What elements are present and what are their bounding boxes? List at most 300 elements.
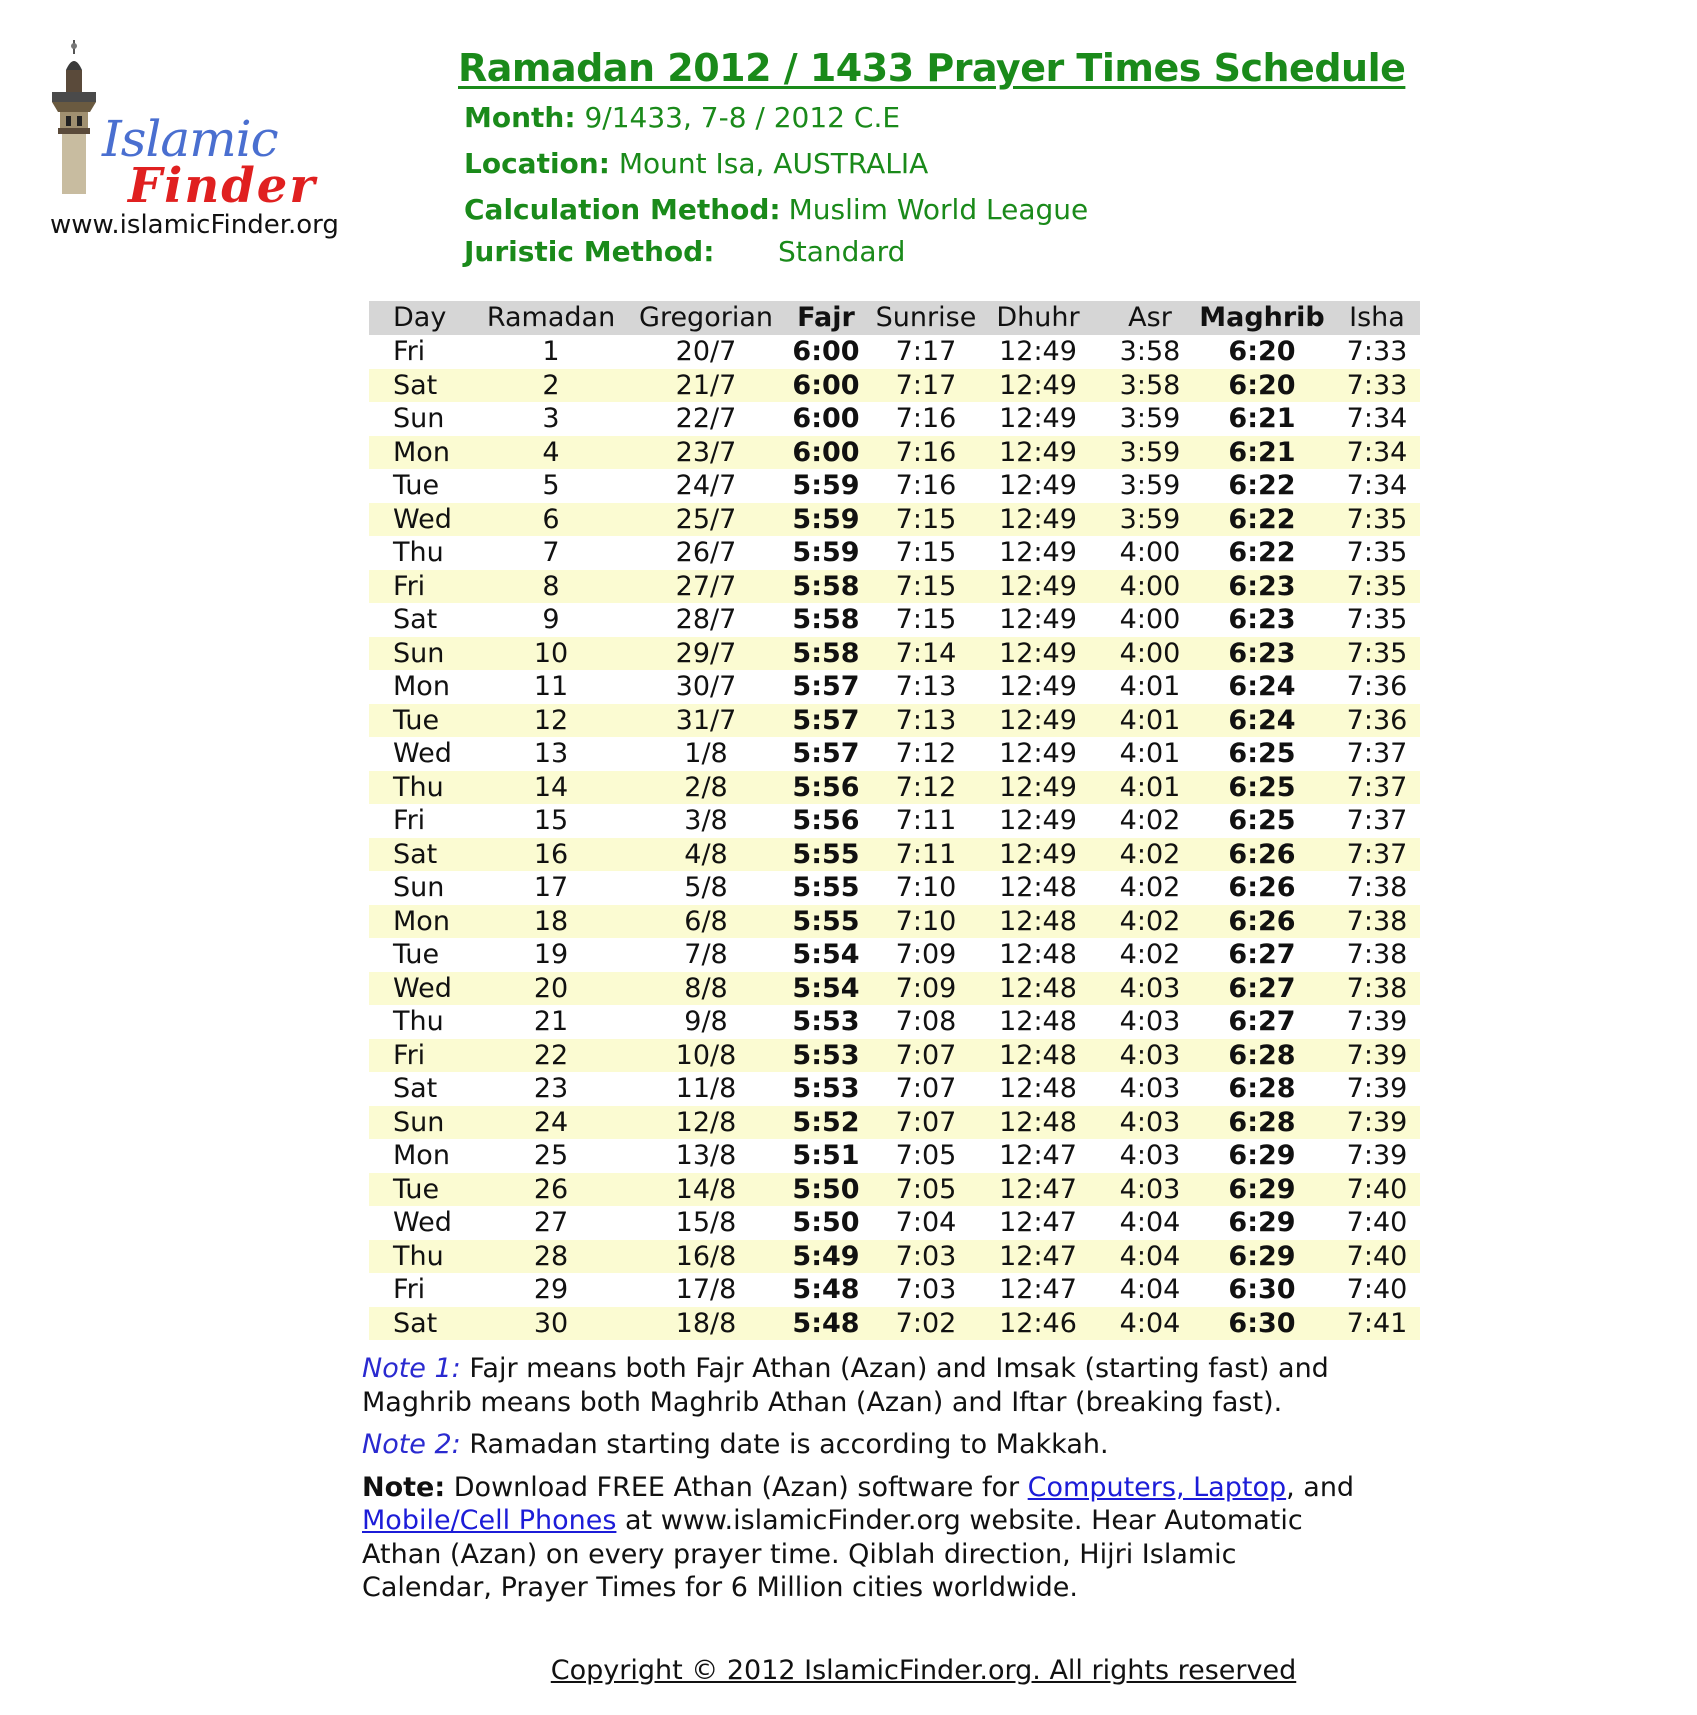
cell-asr: 4:00 xyxy=(1119,604,1181,635)
cell-dhuhr: 12:49 xyxy=(999,604,1077,635)
cell-dhuhr: 12:47 xyxy=(999,1240,1077,1272)
cell-fajr: 5:59 xyxy=(792,503,860,535)
cell-day: Sat xyxy=(393,838,438,870)
note-1-text: Fajr means both Fajr Athan (Azan) and Imsak (starting fast) and Maghrib means both Maghrib Athan (Azan) and Iftar (breaking fast). xyxy=(362,1353,1329,1418)
table-row xyxy=(369,1139,1420,1173)
cell-isha: 7:37 xyxy=(1346,805,1408,836)
cell-fajr: 5:59 xyxy=(792,537,860,568)
cell-asr: 3:59 xyxy=(1119,436,1181,468)
col-header-fajr: Fajr xyxy=(797,302,855,333)
cell-fajr: 5:49 xyxy=(792,1240,860,1272)
cell-isha: 7:40 xyxy=(1346,1173,1408,1205)
cell-ramadan: 26 xyxy=(533,1173,569,1205)
cell-asr: 3:59 xyxy=(1119,470,1181,501)
col-header-isha: Isha xyxy=(1349,302,1405,333)
cell-ramadan: 13 xyxy=(533,738,569,769)
cell-fajr: 5:56 xyxy=(792,771,860,803)
cell-gregorian: 31/7 xyxy=(675,704,737,736)
logo-word-islamic: Islamic xyxy=(102,110,278,168)
cell-dhuhr: 12:49 xyxy=(999,838,1077,870)
cell-dhuhr: 12:49 xyxy=(999,671,1077,702)
islamicfinder-logo xyxy=(44,40,384,250)
cell-ramadan: 30 xyxy=(533,1307,569,1339)
note-1 xyxy=(362,1352,1362,1419)
cell-dhuhr: 12:48 xyxy=(999,905,1077,937)
col-header-dhuhr: Dhuhr xyxy=(996,302,1080,333)
table-row xyxy=(369,603,1420,637)
col-header-day: Day xyxy=(393,302,447,333)
cell-ramadan: 24 xyxy=(533,1106,569,1138)
cell-sunrise: 7:04 xyxy=(895,1207,957,1238)
cell-gregorian: 5/8 xyxy=(684,872,728,903)
col-header-gregorian: Gregorian xyxy=(639,302,773,333)
cell-day: Sat xyxy=(393,1073,438,1104)
cell-isha: 7:33 xyxy=(1346,369,1408,401)
cell-asr: 3:58 xyxy=(1119,336,1181,367)
cell-fajr: 5:54 xyxy=(792,939,860,970)
cell-dhuhr: 12:47 xyxy=(999,1207,1077,1238)
cell-dhuhr: 12:48 xyxy=(999,1039,1077,1071)
cell-isha: 7:33 xyxy=(1346,336,1408,367)
note-2-text: Ramadan starting date is according to Makkah. xyxy=(460,1429,1109,1460)
cell-gregorian: 29/7 xyxy=(675,637,737,669)
cell-maghrib: 6:27 xyxy=(1228,1006,1296,1037)
table-row xyxy=(369,1273,1420,1307)
cell-maghrib: 6:27 xyxy=(1228,972,1296,1004)
cell-fajr: 5:55 xyxy=(792,905,860,937)
cell-gregorian: 4/8 xyxy=(684,838,728,870)
cell-sunrise: 7:15 xyxy=(895,503,957,535)
cell-day: Fri xyxy=(393,805,426,836)
cell-asr: 4:02 xyxy=(1119,805,1181,836)
cell-isha: 7:38 xyxy=(1346,905,1408,937)
cell-isha: 7:35 xyxy=(1346,537,1408,568)
cell-asr: 4:02 xyxy=(1119,838,1181,870)
cell-sunrise: 7:09 xyxy=(895,972,957,1004)
cell-sunrise: 7:03 xyxy=(895,1240,957,1272)
cell-maghrib: 6:20 xyxy=(1228,336,1296,367)
table-row xyxy=(369,1206,1420,1240)
note-2-label: Note 2: xyxy=(362,1429,461,1460)
cell-gregorian: 14/8 xyxy=(675,1173,737,1205)
cell-ramadan: 8 xyxy=(542,570,560,602)
calculation-line xyxy=(464,193,1088,226)
calculation-label: Calculation Method: xyxy=(464,193,781,226)
cell-ramadan: 15 xyxy=(533,805,569,836)
cell-gregorian: 26/7 xyxy=(675,537,737,568)
cell-day: Thu xyxy=(393,1240,444,1272)
cell-maghrib: 6:29 xyxy=(1228,1140,1296,1171)
cell-asr: 4:03 xyxy=(1119,1173,1181,1205)
col-header-sunrise: Sunrise xyxy=(875,302,977,333)
table-row xyxy=(369,536,1420,570)
cell-maghrib: 6:29 xyxy=(1228,1240,1296,1272)
cell-asr: 4:03 xyxy=(1119,1006,1181,1037)
cell-maghrib: 6:25 xyxy=(1228,805,1296,836)
note-download-text-a: Download FREE Athan (Azan) software for xyxy=(445,1471,1028,1503)
cell-day: Thu xyxy=(393,1006,444,1037)
cell-asr: 4:00 xyxy=(1119,570,1181,602)
col-header-maghrib: Maghrib xyxy=(1199,302,1325,333)
table-row xyxy=(369,1106,1420,1140)
cell-ramadan: 18 xyxy=(533,905,569,937)
cell-asr: 4:01 xyxy=(1119,771,1181,803)
cell-ramadan: 25 xyxy=(533,1140,569,1171)
table-row xyxy=(369,838,1420,872)
cell-isha: 7:35 xyxy=(1346,503,1408,535)
cell-fajr: 6:00 xyxy=(792,436,860,468)
cell-dhuhr: 12:49 xyxy=(999,805,1077,836)
cell-fajr: 5:48 xyxy=(792,1274,860,1305)
cell-sunrise: 7:15 xyxy=(895,570,957,602)
cell-day: Mon xyxy=(393,1140,450,1171)
cell-asr: 3:59 xyxy=(1119,403,1181,434)
cell-sunrise: 7:08 xyxy=(895,1006,957,1037)
cell-asr: 4:02 xyxy=(1119,905,1181,937)
cell-day: Sun xyxy=(393,1106,445,1138)
table-row xyxy=(369,1240,1420,1274)
table-row xyxy=(369,369,1420,403)
cell-isha: 7:38 xyxy=(1346,939,1408,970)
cell-ramadan: 14 xyxy=(533,771,569,803)
cell-ramadan: 23 xyxy=(533,1073,569,1104)
cell-gregorian: 27/7 xyxy=(675,570,737,602)
cell-fajr: 5:50 xyxy=(792,1173,860,1205)
cell-maghrib: 6:23 xyxy=(1228,637,1296,669)
cell-day: Tue xyxy=(393,1173,440,1205)
calculation-value: Muslim World League xyxy=(788,193,1089,226)
cell-dhuhr: 12:48 xyxy=(999,872,1077,903)
cell-fajr: 5:57 xyxy=(792,704,860,736)
cell-asr: 4:00 xyxy=(1119,637,1181,669)
cell-asr: 4:01 xyxy=(1119,671,1181,702)
cell-gregorian: 17/8 xyxy=(675,1274,737,1305)
col-header-asr: Asr xyxy=(1128,302,1172,333)
cell-sunrise: 7:12 xyxy=(895,771,957,803)
cell-ramadan: 12 xyxy=(533,704,569,736)
table-row xyxy=(369,938,1420,972)
cell-maghrib: 6:25 xyxy=(1228,738,1296,769)
cell-fajr: 5:58 xyxy=(792,637,860,669)
cell-ramadan: 3 xyxy=(542,403,560,434)
cell-maghrib: 6:27 xyxy=(1228,939,1296,970)
cell-dhuhr: 12:49 xyxy=(999,403,1077,434)
cell-asr: 3:58 xyxy=(1119,369,1181,401)
cell-isha: 7:35 xyxy=(1346,604,1408,635)
table-row xyxy=(369,1039,1420,1073)
cell-gregorian: 22/7 xyxy=(675,403,737,434)
cell-gregorian: 16/8 xyxy=(675,1240,737,1272)
table-row xyxy=(369,737,1420,771)
cell-dhuhr: 12:48 xyxy=(999,1006,1077,1037)
note-download-text-b: , and xyxy=(1286,1471,1355,1503)
cell-isha: 7:39 xyxy=(1346,1106,1408,1138)
cell-maghrib: 6:29 xyxy=(1228,1207,1296,1238)
cell-isha: 7:39 xyxy=(1346,1140,1408,1171)
cell-dhuhr: 12:48 xyxy=(999,972,1077,1004)
cell-isha: 7:36 xyxy=(1346,704,1408,736)
table-body xyxy=(369,335,1420,1340)
cell-gregorian: 13/8 xyxy=(675,1140,737,1171)
cell-sunrise: 7:11 xyxy=(895,805,957,836)
juristic-line xyxy=(464,235,906,268)
cell-fajr: 5:55 xyxy=(792,838,860,870)
cell-day: Thu xyxy=(393,771,444,803)
table-row xyxy=(369,469,1420,503)
cell-isha: 7:37 xyxy=(1346,738,1408,769)
notes-section xyxy=(362,1352,1362,1614)
cell-sunrise: 7:11 xyxy=(895,838,957,870)
table-row xyxy=(369,1307,1420,1341)
cell-isha: 7:40 xyxy=(1346,1240,1408,1272)
cell-fajr: 5:58 xyxy=(792,604,860,635)
cell-maghrib: 6:20 xyxy=(1228,369,1296,401)
cell-day: Tue xyxy=(393,939,440,970)
juristic-value: Standard xyxy=(778,235,906,268)
cell-maghrib: 6:23 xyxy=(1228,604,1296,635)
cell-day: Mon xyxy=(393,671,450,702)
cell-day: Tue xyxy=(393,470,440,501)
cell-maghrib: 6:21 xyxy=(1228,403,1296,434)
cell-ramadan: 20 xyxy=(533,972,569,1004)
cell-dhuhr: 12:49 xyxy=(999,470,1077,501)
cell-fajr: 5:53 xyxy=(792,1006,860,1037)
table-row xyxy=(369,335,1420,369)
cell-isha: 7:38 xyxy=(1346,872,1408,903)
cell-day: Thu xyxy=(393,537,444,568)
table-row xyxy=(369,905,1420,939)
logo-word-finder: Finder xyxy=(128,158,317,214)
cell-day: Sun xyxy=(393,403,445,434)
juristic-label: Juristic Method: xyxy=(464,235,715,268)
table-row xyxy=(369,503,1420,537)
cell-gregorian: 30/7 xyxy=(675,671,737,702)
table-row xyxy=(369,972,1420,1006)
note-1-label: Note 1: xyxy=(362,1353,461,1384)
cell-ramadan: 2 xyxy=(542,369,560,401)
cell-gregorian: 12/8 xyxy=(675,1106,737,1138)
cell-dhuhr: 12:49 xyxy=(999,637,1077,669)
cell-ramadan: 22 xyxy=(533,1039,569,1071)
cell-gregorian: 11/8 xyxy=(675,1073,737,1104)
table-row xyxy=(369,1173,1420,1207)
cell-dhuhr: 12:49 xyxy=(999,537,1077,568)
cell-isha: 7:35 xyxy=(1346,637,1408,669)
cell-maghrib: 6:29 xyxy=(1228,1173,1296,1205)
cell-maghrib: 6:21 xyxy=(1228,436,1296,468)
cell-sunrise: 7:05 xyxy=(895,1140,957,1171)
table-row xyxy=(369,402,1420,436)
cell-asr: 4:02 xyxy=(1119,939,1181,970)
cell-gregorian: 21/7 xyxy=(675,369,737,401)
cell-asr: 4:04 xyxy=(1119,1240,1181,1272)
cell-fajr: 5:53 xyxy=(792,1039,860,1071)
cell-maghrib: 6:23 xyxy=(1228,570,1296,602)
cell-sunrise: 7:15 xyxy=(895,537,957,568)
cell-maghrib: 6:28 xyxy=(1228,1039,1296,1071)
cell-dhuhr: 12:49 xyxy=(999,369,1077,401)
cell-sunrise: 7:17 xyxy=(895,369,957,401)
cell-isha: 7:40 xyxy=(1346,1274,1408,1305)
cell-asr: 4:04 xyxy=(1119,1207,1181,1238)
cell-fajr: 5:53 xyxy=(792,1073,860,1104)
cell-ramadan: 6 xyxy=(542,503,560,535)
cell-day: Sat xyxy=(393,369,438,401)
cell-fajr: 5:50 xyxy=(792,1207,860,1238)
cell-ramadan: 28 xyxy=(533,1240,569,1272)
cell-gregorian: 15/8 xyxy=(675,1207,737,1238)
cell-day: Sat xyxy=(393,604,438,635)
cell-day: Wed xyxy=(393,972,452,1004)
cell-ramadan: 11 xyxy=(533,671,569,702)
table-row xyxy=(369,704,1420,738)
cell-isha: 7:35 xyxy=(1346,570,1408,602)
table-row xyxy=(369,871,1420,905)
cell-gregorian: 23/7 xyxy=(675,436,737,468)
cell-dhuhr: 12:49 xyxy=(999,738,1077,769)
cell-gregorian: 10/8 xyxy=(675,1039,737,1071)
col-header-ramadan: Ramadan xyxy=(486,302,616,333)
cell-ramadan: 27 xyxy=(533,1207,569,1238)
cell-day: Wed xyxy=(393,503,452,535)
cell-day: Fri xyxy=(393,570,426,602)
cell-isha: 7:41 xyxy=(1346,1307,1408,1339)
cell-gregorian: 9/8 xyxy=(684,1006,728,1037)
cell-fajr: 6:00 xyxy=(792,336,860,367)
cell-ramadan: 1 xyxy=(542,336,560,367)
page-title: Ramadan 2012 / 1433 Prayer Times Schedule xyxy=(458,46,1406,90)
cell-fajr: 5:56 xyxy=(792,805,860,836)
table-row xyxy=(369,1005,1420,1039)
cell-gregorian: 2/8 xyxy=(684,771,728,803)
cell-sunrise: 7:07 xyxy=(895,1073,957,1104)
cell-gregorian: 18/8 xyxy=(675,1307,737,1339)
cell-sunrise: 7:10 xyxy=(895,872,957,903)
cell-asr: 4:03 xyxy=(1119,1073,1181,1104)
cell-maghrib: 6:26 xyxy=(1228,905,1296,937)
cell-sunrise: 7:16 xyxy=(895,403,957,434)
cell-isha: 7:34 xyxy=(1346,470,1408,501)
cell-sunrise: 7:09 xyxy=(895,939,957,970)
cell-sunrise: 7:10 xyxy=(895,905,957,937)
cell-asr: 4:03 xyxy=(1119,1106,1181,1138)
cell-fajr: 5:54 xyxy=(792,972,860,1004)
cell-ramadan: 16 xyxy=(533,838,569,870)
cell-gregorian: 1/8 xyxy=(684,738,728,769)
cell-sunrise: 7:14 xyxy=(895,637,957,669)
cell-asr: 4:04 xyxy=(1119,1307,1181,1339)
cell-sunrise: 7:12 xyxy=(895,738,957,769)
cell-dhuhr: 12:49 xyxy=(999,570,1077,602)
cell-ramadan: 17 xyxy=(533,872,569,903)
cell-maghrib: 6:28 xyxy=(1228,1073,1296,1104)
cell-sunrise: 7:05 xyxy=(895,1173,957,1205)
cell-maghrib: 6:26 xyxy=(1228,838,1296,870)
cell-ramadan: 29 xyxy=(533,1274,569,1305)
cell-sunrise: 7:13 xyxy=(895,704,957,736)
cell-fajr: 5:57 xyxy=(792,671,860,702)
cell-asr: 4:00 xyxy=(1119,537,1181,568)
cell-fajr: 5:58 xyxy=(792,570,860,602)
cell-maghrib: 6:30 xyxy=(1228,1307,1296,1339)
cell-asr: 4:03 xyxy=(1119,972,1181,1004)
cell-fajr: 5:51 xyxy=(792,1140,860,1171)
cell-asr: 4:03 xyxy=(1119,1039,1181,1071)
location-line xyxy=(464,147,928,180)
cell-gregorian: 8/8 xyxy=(684,972,728,1004)
cell-fajr: 5:59 xyxy=(792,470,860,501)
cell-asr: 4:04 xyxy=(1119,1274,1181,1305)
cell-dhuhr: 12:47 xyxy=(999,1274,1077,1305)
table-row xyxy=(369,436,1420,470)
cell-day: Fri xyxy=(393,1274,426,1305)
note-download xyxy=(362,1471,1362,1605)
cell-gregorian: 20/7 xyxy=(675,336,737,367)
table-row xyxy=(369,804,1420,838)
cell-sunrise: 7:16 xyxy=(895,436,957,468)
cell-dhuhr: 12:48 xyxy=(999,1106,1077,1138)
cell-ramadan: 7 xyxy=(542,537,560,568)
cell-maghrib: 6:26 xyxy=(1228,872,1296,903)
cell-sunrise: 7:07 xyxy=(895,1039,957,1071)
mobile-phones-link[interactable]: Mobile/Cell Phones xyxy=(362,1505,617,1536)
cell-maghrib: 6:22 xyxy=(1228,537,1296,568)
cell-maghrib: 6:25 xyxy=(1228,771,1296,803)
cell-day: Mon xyxy=(393,905,450,937)
cell-fajr: 5:52 xyxy=(792,1106,860,1138)
location-value: Mount Isa, AUSTRALIA xyxy=(618,147,929,180)
cell-day: Sun xyxy=(393,637,445,669)
copyright-text: Copyright © 2012 IslamicFinder.org. All rights reserved xyxy=(550,1655,1297,1686)
cell-day: Sat xyxy=(393,1307,438,1339)
cell-ramadan: 4 xyxy=(542,436,560,468)
cell-fajr: 6:00 xyxy=(792,369,860,401)
table-row xyxy=(369,1072,1420,1106)
cell-day: Wed xyxy=(393,1207,452,1238)
cell-sunrise: 7:02 xyxy=(895,1307,957,1339)
table-header xyxy=(369,301,1420,335)
computers-laptop-link[interactable]: Computers, Laptop xyxy=(1027,1471,1287,1503)
location-label: Location: xyxy=(464,147,610,180)
cell-dhuhr: 12:49 xyxy=(999,503,1077,535)
cell-gregorian: 24/7 xyxy=(675,470,737,501)
prayer-times-table xyxy=(369,301,1420,1340)
month-line xyxy=(464,101,900,134)
minaret-icon xyxy=(44,40,104,215)
cell-day: Fri xyxy=(393,336,426,367)
cell-dhuhr: 12:49 xyxy=(999,704,1077,736)
table-row xyxy=(369,670,1420,704)
cell-dhuhr: 12:49 xyxy=(999,771,1077,803)
copyright xyxy=(0,1655,1697,1686)
table-row xyxy=(369,570,1420,604)
cell-sunrise: 7:07 xyxy=(895,1106,957,1138)
cell-dhuhr: 12:48 xyxy=(999,939,1077,970)
cell-gregorian: 28/7 xyxy=(675,604,737,635)
cell-isha: 7:36 xyxy=(1346,671,1408,702)
cell-maghrib: 6:22 xyxy=(1228,503,1296,535)
note-download-text-c: at www.islamicFinder.org website. Hear Automatic Athan (Azan) on every prayer time. Qiblah direction, Hijri Islamic Calendar, Prayer Times for 6 Million cities worldwide. xyxy=(362,1505,1303,1603)
table-row xyxy=(369,771,1420,805)
cell-isha: 7:39 xyxy=(1346,1039,1408,1071)
cell-maghrib: 6:28 xyxy=(1228,1106,1296,1138)
cell-asr: 4:02 xyxy=(1119,872,1181,903)
cell-asr: 4:01 xyxy=(1119,738,1181,769)
month-value: 9/1433, 7-8 / 2012 C.E xyxy=(584,101,901,134)
cell-dhuhr: 12:47 xyxy=(999,1173,1077,1205)
cell-dhuhr: 12:46 xyxy=(999,1307,1077,1339)
cell-fajr: 5:48 xyxy=(792,1307,860,1339)
